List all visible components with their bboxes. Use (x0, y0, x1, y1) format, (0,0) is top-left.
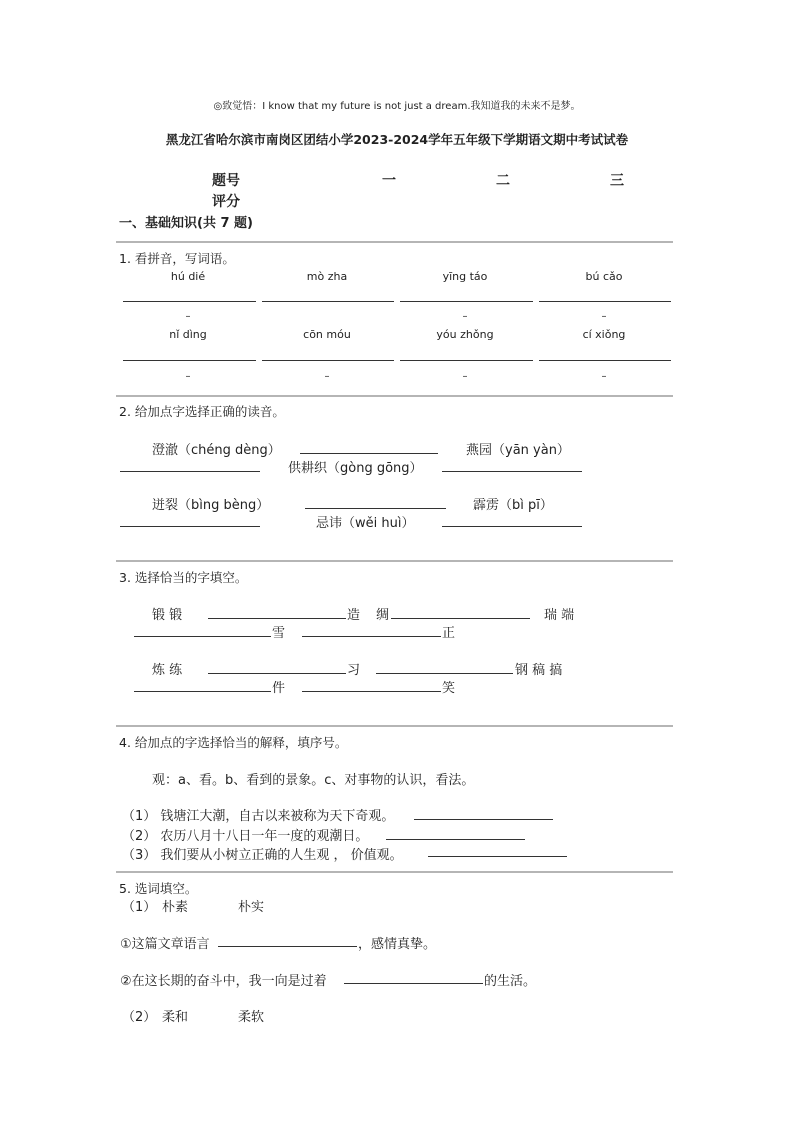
answer-blank[interactable] (376, 673, 513, 674)
q3-choice: 绸 (376, 608, 390, 623)
score-table-score-label: 评分 (212, 194, 240, 210)
q2-item: 迸裂（bìng bèng） (152, 498, 270, 513)
answer-blank[interactable] (305, 508, 446, 509)
dash-mark: – (185, 371, 191, 382)
answer-blank[interactable] (123, 301, 256, 302)
pinyin: cōn móu (303, 328, 351, 341)
q2-item: 燕园（yān yàn） (466, 443, 570, 458)
divider (116, 241, 673, 243)
dash-mark: – (601, 371, 607, 382)
pinyin: yīng táo (442, 270, 488, 283)
q3-choice: 钢 稿 搞 (515, 663, 563, 678)
answer-blank[interactable] (262, 360, 394, 361)
q3-suffix: 雪 (272, 626, 286, 641)
q5-word: 朴素 (162, 900, 189, 915)
answer-blank[interactable] (442, 526, 582, 527)
answer-blank[interactable] (134, 636, 271, 637)
score-table-row-label: 题号 (212, 173, 240, 189)
q2-item: 澄澈（chéng dèng） (152, 443, 281, 458)
q5-prompt: 5. 选词填空。 (119, 881, 198, 896)
q3-choice: 瑞 端 (544, 608, 575, 623)
score-table-col-3: 三 (610, 173, 624, 189)
answer-blank[interactable] (120, 471, 260, 472)
dash-mark: – (601, 311, 607, 322)
dash-mark: – (324, 371, 330, 382)
answer-blank[interactable] (539, 301, 671, 302)
page-title: 黑龙江省哈尔滨市南岗区团结小学2023-2024学年五年级下学期语文期中考试试卷 (165, 132, 629, 147)
answer-blank[interactable] (442, 471, 582, 472)
answer-blank[interactable] (208, 618, 346, 619)
answer-blank[interactable] (218, 946, 357, 947)
q5-word: 柔软 (238, 1010, 265, 1025)
q3-suffix: 件 (272, 681, 286, 696)
answer-blank[interactable] (302, 691, 441, 692)
divider (116, 395, 673, 397)
answer-blank[interactable] (428, 856, 567, 857)
q3-suffix: 正 (442, 626, 456, 641)
q3-suffix: 笑 (442, 681, 456, 696)
q2-prompt: 2. 给加点字选择正确的读音。 (119, 404, 285, 419)
q2-item: 供耕织（gòng gōng） (288, 461, 423, 476)
divider (116, 871, 673, 873)
answer-blank[interactable] (344, 983, 483, 984)
q5-sentence-1-start: ①这篇文章语言 (120, 937, 210, 952)
pinyin: yóu zhǒng (436, 328, 494, 341)
q5-sentence-1-end: ，感情真挚。 (358, 937, 437, 952)
answer-blank[interactable] (134, 691, 271, 692)
q4-item: （2） 农历八月十八日一年一度的观潮日。 (122, 829, 369, 844)
q5-group-label: （2） (122, 1010, 157, 1025)
q2-item: 忌讳（wěi huì） (316, 516, 415, 531)
answer-blank[interactable] (302, 636, 441, 637)
q5-word: 朴实 (238, 900, 265, 915)
q5-sentence-2-end: 的生活。 (484, 974, 537, 989)
answer-blank[interactable] (400, 301, 533, 302)
section-1-title: 一、基础知识(共 7 题) (119, 216, 253, 231)
q4-prompt: 4. 给加点的字选择恰当的解释，填序号。 (119, 735, 348, 750)
answer-blank[interactable] (262, 301, 394, 302)
pinyin: mò zha (306, 270, 348, 283)
answer-blank[interactable] (120, 526, 260, 527)
answer-blank[interactable] (123, 360, 256, 361)
q3-suffix: 造 (347, 608, 361, 623)
dash-mark: – (185, 311, 191, 322)
divider (116, 560, 673, 562)
divider (116, 725, 673, 727)
q3-suffix: 习 (347, 663, 361, 678)
q4-options: 观：a、看。b、看到的景象。c、对事物的认识，看法。 (152, 773, 475, 788)
answer-blank[interactable] (386, 839, 525, 840)
q3-choice: 锻 锻 (152, 608, 183, 623)
pinyin: hú dié (170, 270, 206, 283)
answer-blank[interactable] (539, 360, 671, 361)
pinyin: nǐ dìng (169, 328, 207, 341)
pinyin: cí xiǒng (582, 328, 626, 341)
q5-sentence-2-start: ②在这长期的奋斗中，我一向是过着 (120, 974, 327, 989)
answer-blank[interactable] (300, 453, 438, 454)
answer-blank[interactable] (208, 673, 346, 674)
pinyin: bú cǎo (585, 270, 623, 283)
q4-item: （3） 我们要从小树立正确的人生观 ， 价值观。 (122, 848, 403, 863)
q3-prompt: 3. 选择恰当的字填空。 (119, 570, 248, 585)
answer-blank[interactable] (400, 360, 533, 361)
q3-choice: 炼 练 (152, 663, 183, 678)
q5-word: 柔和 (162, 1010, 189, 1025)
score-table-col-2: 二 (496, 173, 510, 189)
answer-blank[interactable] (414, 819, 553, 820)
q5-group-label: （1） (122, 900, 157, 915)
dash-mark: – (462, 311, 468, 322)
motto-text: ◎致觉悟：I know that my future is not just a dream.我知道我的未来不是梦。 (213, 101, 581, 112)
answer-blank[interactable] (391, 618, 530, 619)
score-table-col-1: 一 (382, 173, 396, 189)
q1-prompt: 1. 看拼音，写词语。 (119, 251, 235, 266)
q2-item: 霹雳（bì pī） (473, 498, 553, 513)
dash-mark: – (462, 371, 468, 382)
q4-item: （1） 钱塘江大潮，自古以来被称为天下奇观。 (122, 809, 395, 824)
